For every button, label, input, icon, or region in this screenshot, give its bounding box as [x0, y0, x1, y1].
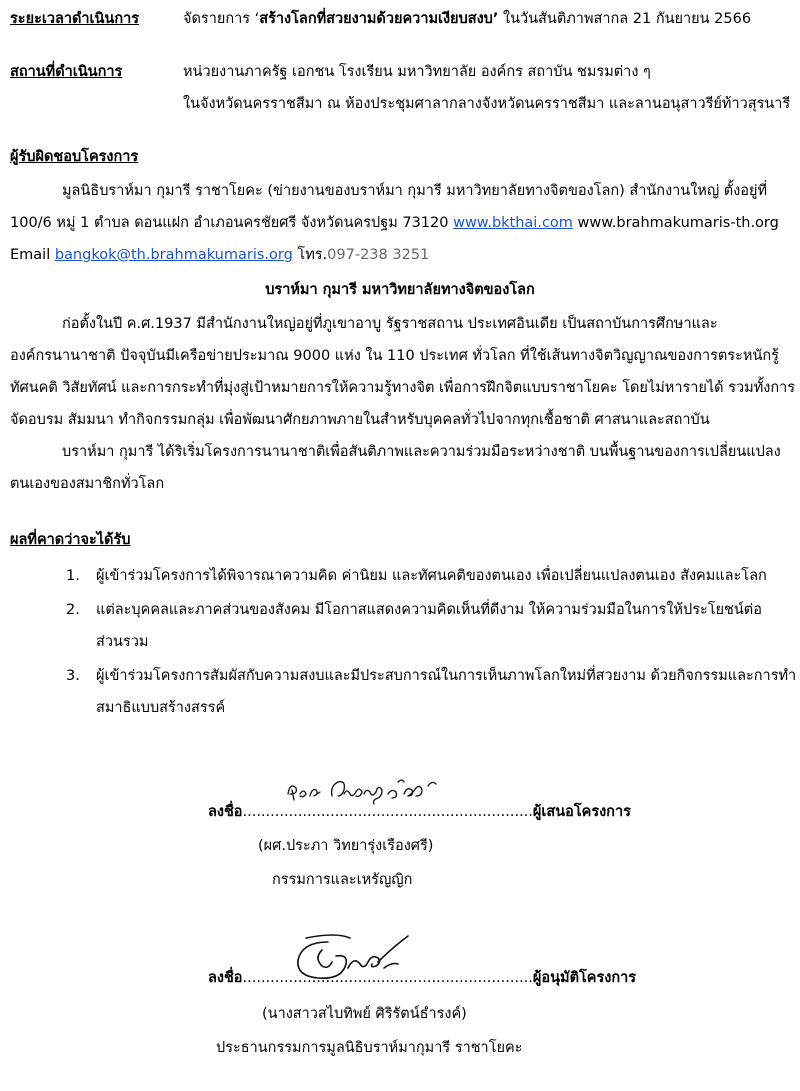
signer-name-1: (ผศ.ประภา วิทยารุ่งเรืองศรี)	[258, 838, 434, 854]
sign-role-proposer: ผู้เสนอโครงการ	[532, 804, 631, 820]
about-p2-line-2: ตนเองของสมาชิกทั่วโลก	[10, 476, 165, 492]
sign-dots: ...............................................................	[242, 804, 533, 820]
venue-heading: สถานที่ดำเนินการ	[10, 64, 123, 80]
sign-label: ลงชื่อ	[208, 804, 243, 820]
address-text: 100/6 หมู่ 1 ตำบล ดอนแฝก อำเภอนครชัยศรี จังหวัดนครปฐม 73120	[10, 215, 454, 231]
email-label: Email	[10, 247, 55, 263]
outcome-item-2-line-1: แต่ละบุคคลและภาคส่วนของสังคม มีโอกาสแสดงความคิดเห็นที่ดีงาม ให้ความร่วมมือในการให้ประโยชน์ต่อ	[96, 602, 762, 618]
schedule-event-title: สร้างโลกที่สวยงามด้วยความเงียบสงบ’	[259, 11, 499, 27]
schedule-text	[183, 9, 751, 29]
email-link[interactable]: bangkok@th.brahmakumaris.org	[54, 247, 293, 263]
about-p1-line-4: จัดอบรม สัมมนา ทำกิจกรรมกลุ่ม เพื่อพัฒนาศักยภาพภายในสำหรับบุคคลทั่วไปจากทุกเชื้อชาติ ศาสนาและสถาบัน	[10, 412, 710, 428]
sign-dots: ...............................................................	[242, 970, 533, 986]
about-p1-line-1: ก่อตั้งในปี ค.ศ.1937 มีสำนักงานใหญ่อยู่ที่ภูเขาอาบู รัฐราชสถาน ประเทศอินเดีย เป็นสถาบันการศึกษาและ	[62, 316, 718, 332]
signature-line-2	[208, 968, 636, 988]
responsible-heading: ผู้รับผิดชอบโครงการ	[10, 149, 139, 165]
schedule-date: ในวันสันติภาพสากล 21 กันยายน 2566	[498, 11, 752, 27]
outcome-item-2-line-2: ส่วนรวม	[96, 634, 149, 650]
signer-position-1: กรรมการและเหรัญญิก	[272, 872, 413, 888]
about-p1-line-3: ทัศนคติ วิสัยทัศน์ และการกระทำที่มุ่งสู่เป้าหมายการให้ความรู้ทางจิต เพื่อการฝึกจิตแบบราชาโยคะ โดยไม่หารายได้ รวมทั้งการ	[10, 380, 796, 396]
outcome-item-1-line-1: ผู้เข้าร่วมโครงการได้พิจารณาความคิด ค่านิยม และทัศนคติของตนเอง เพื่อเปลี่ยนแปลงตนเอง สังคมและโลก	[96, 568, 767, 584]
phone-number: 097-238 3251	[327, 247, 430, 263]
responsible-line-2	[10, 213, 779, 233]
outcome-number: 3.	[66, 668, 80, 684]
outcome-item-3-line-1: ผู้เข้าร่วมโครงการสัมผัสกับความสงบและมีประสบการณ์ในการเห็นภาพโลกใหม่ที่สวยงาม ด้วยกิจกรรมและการทำ	[96, 668, 797, 684]
website-link-bkthai[interactable]: www.bkthai.com	[453, 215, 573, 231]
signer-position-2: ประธานกรรมการมูลนิธิบราห์มากุมารี ราชาโยคะ	[216, 1040, 523, 1056]
about-p1-line-2: องค์กรนานาชาติ ปัจจุบันมีเครือข่ายประมาณ 9000 แห่ง ใน 110 ประเทศ ทั่วโลก ที่ใช้เส้นทางจิตวิญญาณของการตระหนักรู้	[10, 348, 779, 364]
venue-line-1: หน่วยงานภาครัฐ เอกชน โรงเรียน มหาวิทยาลัย องค์กร สถาบัน ชมรมต่าง ๆ	[183, 64, 651, 80]
responsible-line-1: มูลนิธิบราห์มา กุมารี ราชาโยคะ (ข่ายงานของบราห์มา กุมารี มหาวิทยาลัยทางจิตของโลก) สำนักงานใหญ่ ตั้งอยู่ที่	[62, 183, 768, 199]
sign-role-approver: ผู้อนุมัติโครงการ	[532, 970, 637, 986]
outcomes-heading: ผลที่คาดว่าจะได้รับ	[10, 532, 131, 548]
signer-name-2: (นางสาวสไบทิพย์ ศิริรัตน์ธำรงค์)	[262, 1006, 467, 1022]
signature-line-1	[208, 802, 631, 822]
about-p2-line-1: บราห์มา กุมารี ได้ริเริ่มโครงการนานาชาติเพื่อสันติภาพและความร่วมมือระหว่างชาติ บนพื้นฐานของการเปลี่ยนแปลง	[62, 444, 781, 460]
phone-label: โทร.	[292, 247, 328, 263]
outcome-number: 2.	[66, 602, 80, 618]
outcome-item-3-line-2: สมาธิแบบสร้างสรรค์	[96, 700, 226, 716]
sign-label: ลงชื่อ	[208, 970, 243, 986]
schedule-text-pre: จัดรายการ ‘	[183, 11, 260, 27]
schedule-heading: ระยะเวลาดำเนินการ	[10, 11, 140, 27]
venue-line-2: ในจังหวัดนครราชสีมา ณ ห้องประชุมศาลากลางจังหวัดนครราชสีมา และลานอนุสาวรีย์ท้าวสุรนารี	[183, 96, 791, 112]
outcome-number: 1.	[66, 568, 80, 584]
about-title: บราห์มา กุมารี มหาวิทยาลัยทางจิตของโลก	[265, 282, 535, 298]
responsible-line-3	[10, 245, 429, 265]
website-text-brahmakumaris: www.brahmakumaris-th.org	[572, 215, 779, 231]
